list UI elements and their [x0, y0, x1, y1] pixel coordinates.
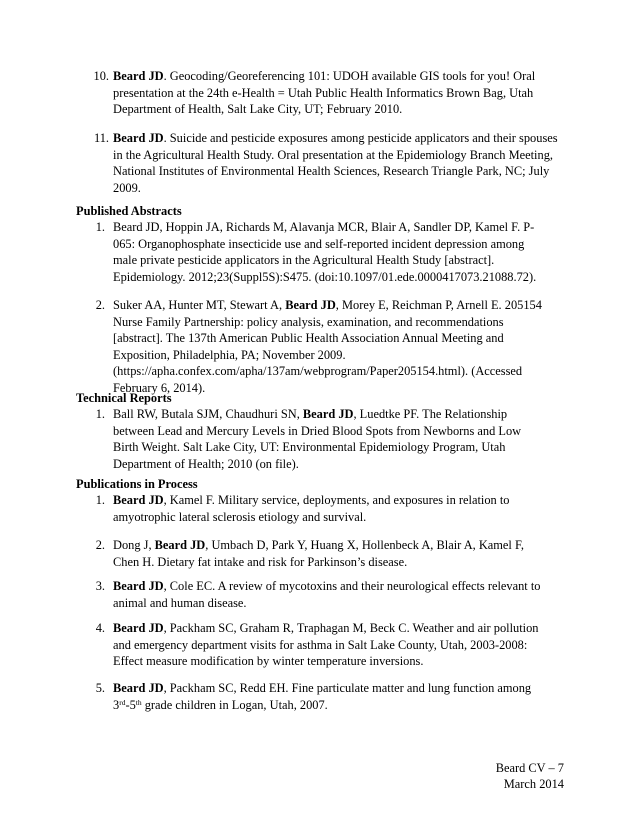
citation-text-segment: , Umbach D, Park Y, Huang X, Hollenbeck A, Blair A, Kamel F, [205, 538, 524, 552]
citation-text-segment: amyotrophic lateral sclerosis etiology and survival. [113, 509, 367, 524]
author-highlight: Beard JD [113, 69, 164, 83]
citation-text-segment: -5 [125, 697, 136, 712]
citation-line [113, 252, 583, 269]
footer-page-label: Beard CV – 7 [495, 761, 564, 775]
author-highlight: Beard JD [113, 579, 164, 593]
citation-text-segment: , Morey E, Reichman P, Arnell E. 205154 [335, 298, 542, 312]
citation-text-segment: National Institutes of Environmental Health Sciences, Research Triangle Park, NC; July [113, 164, 550, 179]
citation-line [113, 637, 583, 654]
citation-line [113, 236, 583, 253]
citation-line [113, 180, 583, 197]
citation-text-segment: Epidemiology. 2012;23(Suppl5S):S475. (doi:10.1097/01.ede.0000417073.21088.72). [113, 269, 537, 284]
citation-text-segment: Chen H. Dietary fat intake and risk for Parkinson’s disease. [113, 554, 408, 569]
footer-date: March 2014 [503, 777, 564, 791]
citation-text-segment: Suker AA, Hunter MT, Stewart A, [113, 298, 286, 312]
citation-text-segment: grade children in Logan, Utah, 2007. [141, 697, 328, 712]
citation-text-segment: (https://apha.confex.com/apha/137am/webprogram/Paper205154.html). (Accessed [113, 364, 523, 379]
citation-line [113, 269, 583, 286]
citation-text-segment: Department of Health; 2010 (on file). [113, 456, 299, 471]
citation-text-segment: between Lead and Mercury Levels in Dried Blood Spots from Newborns and Low [113, 423, 522, 438]
citation-text-segment: . Geocoding/Georeferencing 101: UDOH available GIS tools for you! Oral [163, 69, 536, 83]
citation-line [113, 406, 583, 423]
citation-text [113, 680, 583, 713]
citation-text [113, 620, 583, 670]
citation-text [113, 537, 583, 570]
ordinal-superscript: th [135, 697, 142, 707]
citation-text-segment: Nurse Family Partnership: policy analysis, examination, and recommendations [113, 314, 504, 329]
citation-line [113, 314, 583, 331]
author-highlight: Beard JD [113, 131, 164, 145]
ordinal-superscript: rd [119, 697, 126, 707]
citation-line [113, 697, 583, 714]
item-number: 3. [95, 579, 105, 593]
citation-line [113, 347, 583, 364]
citation-text-segment: Effect measure modification by winter temperature inversions. [113, 654, 424, 669]
citation-text-segment: Ball RW, Butala SJM, Chaudhuri SN, [113, 407, 303, 421]
citation-text-segment: 2009. [113, 180, 141, 195]
citation-line [113, 554, 583, 571]
author-highlight: Beard JD [302, 407, 354, 421]
citation-line [113, 578, 583, 595]
citation-text [113, 406, 583, 472]
citation-text-segment: 065: Organophosphate insecticide use and self-reported incident depression among [113, 236, 525, 251]
citation-line [113, 219, 583, 236]
citation-text-segment: Dong J, [113, 538, 155, 552]
citation-line [113, 537, 583, 554]
citation-line [113, 330, 583, 347]
citation-line [113, 423, 583, 440]
citation-text-segment: , Luedtke PF. The Relationship [353, 407, 508, 421]
citation-line [113, 595, 583, 612]
citation-text-segment: [abstract]. The 137th American Public Health Association Annual Meeting and [113, 331, 504, 346]
citation-line [113, 509, 583, 526]
citation-line [113, 147, 583, 164]
citation-line [113, 492, 583, 509]
citation-text [113, 297, 583, 397]
citation-text-segment: animal and human disease. [113, 595, 247, 610]
citation-text-segment: , Kamel F. Military service, deployments, and exposures in relation to [163, 493, 510, 507]
item-number: 2. [95, 538, 105, 552]
citation-line [113, 380, 583, 397]
citation-text-segment: Beard JD, Hoppin JA, Richards M, Alavanja MCR, Blair A, Sandler DP, Kamel F. P- [113, 220, 535, 234]
citation-line [113, 101, 583, 118]
citation-line [113, 130, 583, 147]
citation-line [113, 456, 583, 473]
section-heading: Published Abstracts [76, 204, 182, 218]
author-highlight: Beard JD [113, 493, 164, 507]
author-highlight: Beard JD [113, 621, 164, 635]
author-highlight: Beard JD [285, 298, 336, 312]
citation-text-segment: , Packham SC, Redd EH. Fine particulate matter and lung function among [163, 681, 532, 695]
citation-line [113, 68, 583, 85]
item-number: 11. [93, 131, 109, 145]
citation-line [113, 680, 583, 697]
citation-text-segment: February 6, 2014). [113, 380, 206, 395]
citation-text [113, 219, 583, 285]
citation-text [113, 492, 583, 525]
citation-text-segment: Exposition, Philadelphia, PA; November 2009. [113, 347, 346, 362]
citation-text-segment: . Suicide and pesticide exposures among pesticide applicators and their spouses [163, 131, 558, 145]
citation-text [113, 578, 583, 611]
citation-text-segment: Department of Health, Salt Lake City, UT; February 2010. [113, 102, 403, 117]
citation-text [113, 68, 583, 118]
citation-line [113, 439, 583, 456]
citation-line [113, 653, 583, 670]
section-heading: Publications in Process [76, 477, 198, 491]
citation-text-segment: Birth Weight. Salt Lake City, UT: Environmental Epidemiology Program, Utah [113, 440, 506, 455]
item-number: 1. [95, 493, 105, 507]
item-number: 4. [95, 621, 105, 635]
item-number: 1. [95, 220, 105, 234]
item-number: 2. [95, 298, 105, 312]
citation-text-segment: 3 [113, 697, 120, 712]
citation-line [113, 163, 583, 180]
author-highlight: Beard JD [113, 681, 164, 695]
citation-text-segment: , Packham SC, Graham R, Traphagan M, Beck C. Weather and air pollution [163, 621, 539, 635]
citation-text-segment: presentation at the 24th e-Health = Utah Public Health Informatics Brown Bag, Utah [113, 85, 534, 100]
item-number: 1. [95, 407, 105, 421]
citation-line [113, 363, 583, 380]
section-heading: Technical Reports [76, 391, 172, 405]
citation-text-segment: male private pesticide applicators in the Agricultural Health Study [abstract]. [113, 253, 495, 268]
citation-line [113, 297, 583, 314]
citation-line [113, 85, 583, 102]
citation-text-segment: , Cole EC. A review of mycotoxins and their neurological effects relevant to [163, 579, 541, 593]
citation-line [113, 620, 583, 637]
citation-text-segment: in the Agricultural Health Study. Oral presentation at the Epidemiology Branch Meeting, [113, 147, 553, 162]
author-highlight: Beard JD [154, 538, 206, 552]
item-number: 10. [93, 69, 109, 83]
citation-text-segment: and emergency department visits for asthma in Salt Lake County, Utah, 2003-2008: [113, 637, 528, 652]
page-footer [496, 760, 564, 792]
item-number: 5. [95, 681, 105, 695]
citation-text [113, 130, 583, 196]
